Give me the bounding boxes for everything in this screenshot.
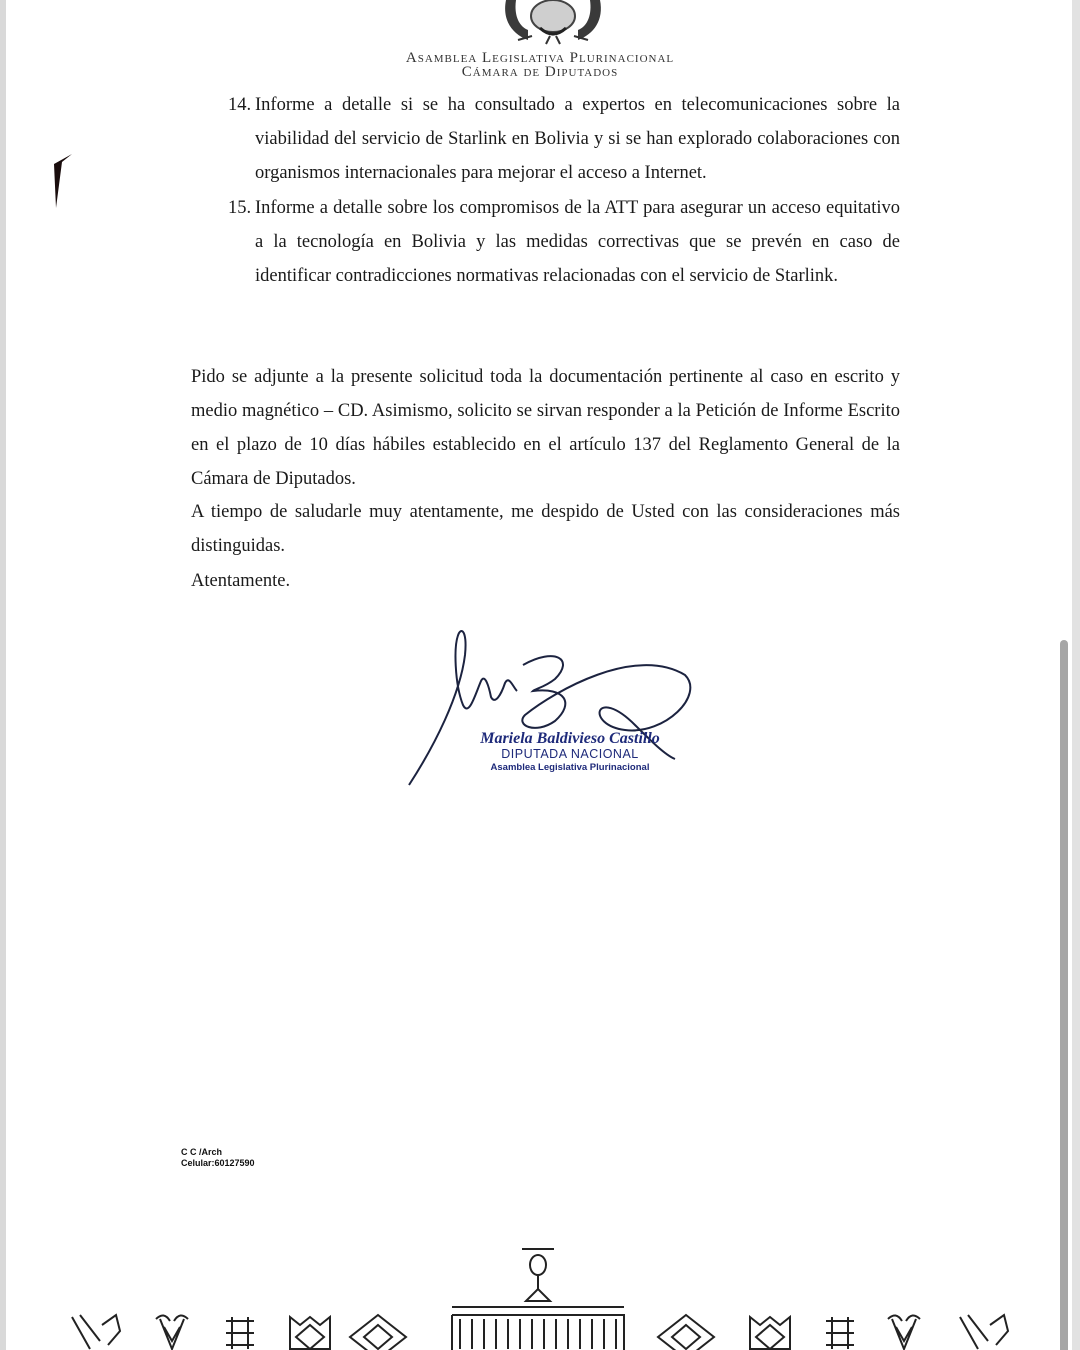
margin-mark-icon: [52, 152, 76, 208]
closing-text: Atentamente.: [191, 571, 291, 591]
coat-of-arms-icon: [498, 0, 608, 46]
signer-organization: Asamblea Legislativa Plurinacional: [490, 762, 650, 773]
list-item-text: Informe a detalle sobre los compromisos de la ATT para asegurar un acceso equitativo a la tecnología en Bolivia y las medidas correctivas que se prevén en caso de identificar contradicciones normativas relacionadas con el servicio de Starlink.: [255, 198, 900, 286]
list-item: [228, 191, 900, 293]
list-item-number: 14.: [228, 95, 252, 115]
scrollbar-thumb[interactable]: [1060, 640, 1068, 1350]
andean-pattern-footer-icon: [60, 1245, 1020, 1350]
request-paragraph: Pido se adjunte a la presente solicitud toda la documentación pertinente al caso en escrito y medio magnético – CD. Asimismo, solicito se sirvan responder a la Petición de Informe Escrito en el plazo de 10 días hábiles establecido en el artículo 137 del Reglamento General de la Cámara de Diputados.: [191, 367, 900, 489]
signer-title: DIPUTADA NACIONAL: [501, 747, 639, 761]
signer-name: Mariela Baldivieso Castillo: [480, 730, 660, 747]
list-item-text: Informe a detalle si se ha consultado a expertos en telecomunicaciones sobre la viabilidad del servicio de Starlink en Bolivia y si se han explorado colaboraciones con organismos internacionales para mejorar el acceso a Internet.: [255, 95, 900, 183]
signature-stamp: [460, 730, 680, 773]
list-item: [228, 88, 900, 190]
viewer-left-border: [0, 0, 6, 1350]
header-assembly-name: Asamblea Legislativa Plurinacional: [405, 50, 675, 66]
header-chamber-name: Cámara de Diputados: [461, 64, 619, 80]
phone-number: Celular:60127590: [181, 1158, 255, 1168]
cc-archive: C C /Arch: [181, 1147, 223, 1157]
list-item-number: 15.: [228, 198, 252, 218]
farewell-paragraph: A tiempo de saludarle muy atentamente, me despido de Usted con las consideraciones más distinguidas.: [191, 502, 900, 556]
copy-note: [181, 1147, 255, 1169]
viewer-right-border: [1072, 0, 1080, 1350]
